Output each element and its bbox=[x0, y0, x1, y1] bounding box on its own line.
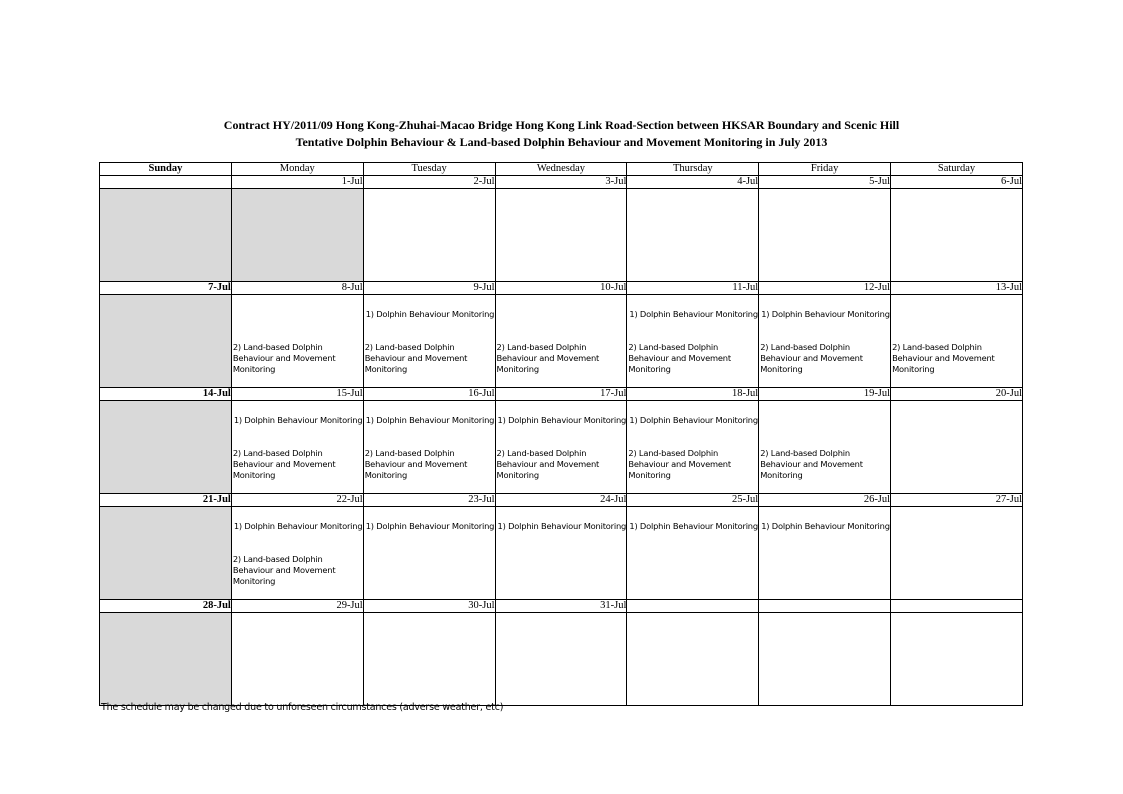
day-cell bbox=[100, 507, 232, 600]
date-row bbox=[100, 388, 1023, 401]
land-based-monitoring-entry: 2) Land-based Dolphin Behaviour and Movement Monitoring bbox=[232, 342, 336, 374]
date-label: 18-Jul bbox=[627, 388, 759, 401]
day-cell bbox=[627, 507, 759, 600]
date-label: 17-Jul bbox=[495, 388, 627, 401]
land-based-monitoring-entry: 2) Land-based Dolphin Behaviour and Movement Monitoring bbox=[364, 448, 468, 480]
activity-row bbox=[100, 401, 1023, 494]
day-cell bbox=[759, 401, 891, 494]
date-row bbox=[100, 282, 1023, 295]
day-cell bbox=[627, 401, 759, 494]
date-label: 8-Jul bbox=[231, 282, 363, 295]
date-label: 3-Jul bbox=[495, 176, 627, 189]
title-line-1: Contract HY/2011/09 Hong Kong-Zhuhai-Macao Bridge Hong Kong Link Road-Section between HKSAR Boundary and Scenic Hill bbox=[223, 118, 900, 132]
date-label: 12-Jul bbox=[759, 282, 891, 295]
dolphin-behaviour-monitoring-entry: 1) Dolphin Behaviour Monitoring bbox=[365, 521, 495, 531]
day-header-wednesday: Wednesday bbox=[495, 163, 627, 176]
date-label: 20-Jul bbox=[891, 388, 1023, 401]
date-row bbox=[100, 600, 1023, 613]
dolphin-behaviour-monitoring-entry: 1) Dolphin Behaviour Monitoring bbox=[497, 521, 627, 531]
day-header-tuesday: Tuesday bbox=[363, 163, 495, 176]
activity-row bbox=[100, 189, 1023, 282]
title-line-2: Tentative Dolphin Behaviour & Land-based Dolphin Behaviour and Movement Monitoring in July 2013 bbox=[295, 135, 828, 149]
day-cell bbox=[891, 189, 1023, 282]
date-label: 19-Jul bbox=[759, 388, 891, 401]
date-label: 29-Jul bbox=[231, 600, 363, 613]
date-label: 5-Jul bbox=[759, 176, 891, 189]
dolphin-behaviour-monitoring-entry: 1) Dolphin Behaviour Monitoring bbox=[629, 521, 758, 531]
day-header-saturday: Saturday bbox=[891, 163, 1023, 176]
day-cell bbox=[759, 507, 891, 600]
day-header-thursday: Thursday bbox=[627, 163, 759, 176]
date-row bbox=[100, 176, 1023, 189]
date-label bbox=[891, 600, 1023, 613]
day-cell bbox=[627, 189, 759, 282]
day-cell bbox=[100, 401, 232, 494]
date-label: 13-Jul bbox=[891, 282, 1023, 295]
day-cell bbox=[231, 295, 363, 388]
date-label: 26-Jul bbox=[759, 494, 891, 507]
date-label: 10-Jul bbox=[495, 282, 627, 295]
day-cell bbox=[891, 401, 1023, 494]
date-label: 11-Jul bbox=[627, 282, 759, 295]
day-cell bbox=[891, 613, 1023, 706]
day-cell bbox=[363, 295, 495, 388]
land-based-monitoring-entry: 2) Land-based Dolphin Behaviour and Movement Monitoring bbox=[232, 448, 336, 480]
date-label: 16-Jul bbox=[363, 388, 495, 401]
land-based-monitoring-entry: 2) Land-based Dolphin Behaviour and Movement Monitoring bbox=[628, 342, 731, 374]
day-cell bbox=[495, 507, 627, 600]
dolphin-behaviour-monitoring-entry: 1) Dolphin Behaviour Monitoring bbox=[365, 415, 495, 425]
activity-row bbox=[100, 295, 1023, 388]
date-label: 25-Jul bbox=[627, 494, 759, 507]
day-cell bbox=[627, 295, 759, 388]
date-label: 28-Jul bbox=[100, 600, 232, 613]
dolphin-behaviour-monitoring-entry: 1) Dolphin Behaviour Monitoring bbox=[233, 415, 363, 425]
date-label: 6-Jul bbox=[891, 176, 1023, 189]
dolphin-behaviour-monitoring-entry: 1) Dolphin Behaviour Monitoring bbox=[233, 521, 363, 531]
date-label: 31-Jul bbox=[495, 600, 627, 613]
date-label bbox=[100, 176, 232, 189]
day-header-friday: Friday bbox=[759, 163, 891, 176]
day-cell bbox=[495, 295, 627, 388]
date-label: 27-Jul bbox=[891, 494, 1023, 507]
land-based-monitoring-entry: 2) Land-based Dolphin Behaviour and Movement Monitoring bbox=[496, 448, 600, 480]
day-cell bbox=[363, 507, 495, 600]
dolphin-behaviour-monitoring-entry: 1) Dolphin Behaviour Monitoring bbox=[629, 309, 758, 319]
date-label: 24-Jul bbox=[495, 494, 627, 507]
calendar-table bbox=[99, 162, 1023, 706]
day-cell bbox=[363, 189, 495, 282]
date-label: 9-Jul bbox=[363, 282, 495, 295]
date-row bbox=[100, 494, 1023, 507]
day-cell bbox=[759, 189, 891, 282]
dolphin-behaviour-monitoring-entry: 1) Dolphin Behaviour Monitoring bbox=[497, 415, 627, 425]
date-label: 7-Jul bbox=[100, 282, 232, 295]
dolphin-behaviour-monitoring-entry: 1) Dolphin Behaviour Monitoring bbox=[365, 309, 495, 319]
date-label: 23-Jul bbox=[363, 494, 495, 507]
day-cell bbox=[100, 189, 232, 282]
land-based-monitoring-entry: 2) Land-based Dolphin Behaviour and Movement Monitoring bbox=[364, 342, 468, 374]
day-header-monday: Monday bbox=[231, 163, 363, 176]
activity-row bbox=[100, 613, 1023, 706]
land-based-monitoring-entry: 2) Land-based Dolphin Behaviour and Movement Monitoring bbox=[496, 342, 600, 374]
day-cell bbox=[363, 613, 495, 706]
day-cell bbox=[495, 613, 627, 706]
day-cell bbox=[231, 189, 363, 282]
date-label: 2-Jul bbox=[363, 176, 495, 189]
day-cell bbox=[495, 401, 627, 494]
activity-row bbox=[100, 507, 1023, 600]
date-label: 21-Jul bbox=[100, 494, 232, 507]
day-cell bbox=[891, 295, 1023, 388]
dolphin-behaviour-monitoring-entry: 1) Dolphin Behaviour Monitoring bbox=[761, 309, 890, 319]
day-cell bbox=[891, 507, 1023, 600]
date-label bbox=[627, 600, 759, 613]
day-cell bbox=[231, 507, 363, 600]
day-cell bbox=[759, 295, 891, 388]
date-label: 14-Jul bbox=[100, 388, 232, 401]
land-based-monitoring-entry: 2) Land-based Dolphin Behaviour and Movement Monitoring bbox=[760, 342, 863, 374]
date-label: 15-Jul bbox=[231, 388, 363, 401]
day-cell bbox=[363, 401, 495, 494]
date-label: 4-Jul bbox=[627, 176, 759, 189]
day-header-sunday: Sunday bbox=[100, 163, 232, 176]
date-label: 30-Jul bbox=[363, 600, 495, 613]
dolphin-behaviour-monitoring-entry: 1) Dolphin Behaviour Monitoring bbox=[761, 521, 890, 531]
day-cell bbox=[231, 401, 363, 494]
land-based-monitoring-entry: 2) Land-based Dolphin Behaviour and Movement Monitoring bbox=[232, 554, 336, 586]
schedule-footnote: The schedule may be changed due to unforeseen circumstances (adverse weather, etc) bbox=[101, 702, 504, 713]
date-label: 1-Jul bbox=[231, 176, 363, 189]
day-cell bbox=[627, 613, 759, 706]
dolphin-behaviour-monitoring-entry: 1) Dolphin Behaviour Monitoring bbox=[629, 415, 758, 425]
day-cell bbox=[100, 613, 232, 706]
weekday-header-row bbox=[100, 163, 1023, 176]
land-based-monitoring-entry: 2) Land-based Dolphin Behaviour and Movement Monitoring bbox=[628, 448, 731, 480]
day-cell bbox=[759, 613, 891, 706]
date-label: 22-Jul bbox=[231, 494, 363, 507]
day-cell bbox=[100, 295, 232, 388]
day-cell bbox=[495, 189, 627, 282]
land-based-monitoring-entry: 2) Land-based Dolphin Behaviour and Movement Monitoring bbox=[760, 448, 863, 480]
land-based-monitoring-entry: 2) Land-based Dolphin Behaviour and Movement Monitoring bbox=[892, 342, 995, 374]
day-cell bbox=[231, 613, 363, 706]
date-label bbox=[759, 600, 891, 613]
